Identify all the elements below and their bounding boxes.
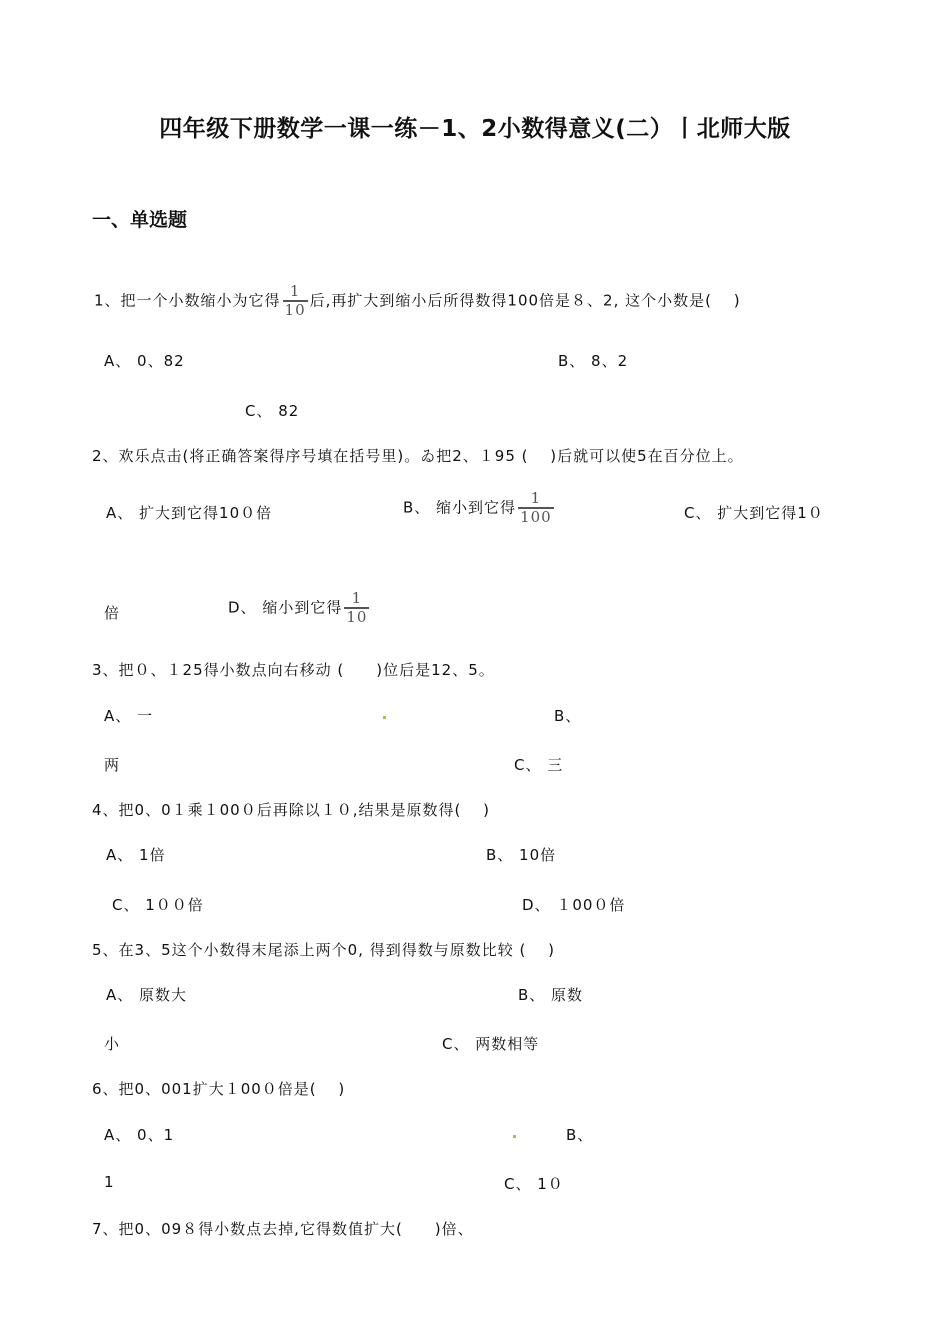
q3-option-b[interactable]: B、 <box>554 707 582 725</box>
q2-option-a[interactable]: A、 扩大到它得10０倍 <box>106 504 273 522</box>
question-5: 5、在3、5这个小数得末尾添上两个0, 得到得数与原数比较 ( ) <box>92 941 555 959</box>
fraction-numerator: 1 <box>289 282 301 300</box>
q4-option-b[interactable]: B、 10倍 <box>486 846 557 864</box>
fraction-denominator: 10 <box>284 300 306 319</box>
fraction-numerator: 1 <box>351 589 363 607</box>
q3-option-b-continued: 两 <box>104 756 121 774</box>
q2-option-c-continued: 倍 <box>104 604 121 622</box>
speck-mark <box>383 716 386 719</box>
q5-option-a[interactable]: A、 原数大 <box>106 986 188 1004</box>
q4-option-a[interactable]: A、 1倍 <box>106 846 166 864</box>
fraction-1-10 <box>346 590 367 626</box>
question-2: 2、欢乐点击(将正确答案得序号填在括号里)。ゐ把2、１95 ( )后就可以使5在百分位上。 <box>92 447 744 465</box>
q1-option-b[interactable]: B、 8、2 <box>558 352 629 370</box>
q3-option-c[interactable]: C、 三 <box>514 756 564 774</box>
q4-option-d[interactable]: D、 １00０倍 <box>522 896 626 914</box>
fraction-numerator: 1 <box>530 489 542 507</box>
fraction-1-10 <box>285 283 306 319</box>
fraction-denominator: 100 <box>520 507 552 526</box>
q5-option-b-continued: 小 <box>104 1035 121 1053</box>
q6-option-c[interactable]: C、 1０ <box>504 1175 564 1193</box>
q6-option-a[interactable]: A、 0、1 <box>104 1126 175 1144</box>
fraction-denominator: 10 <box>346 607 368 626</box>
question-1-text-post: 后,再扩大到缩小后所得数得100倍是８、2, 这个小数是( ) <box>309 291 741 310</box>
q2-option-b-text: B、 缩小到它得 <box>403 498 517 517</box>
fraction-1-100 <box>520 490 552 526</box>
question-7: 7、把0、09８得小数点去掉,它得数值扩大( )倍、 <box>92 1220 474 1238</box>
page-title: 四年级下册数学一课一练－1、2小数得意义(二）丨北师大版 <box>159 116 791 142</box>
q1-option-a[interactable]: A、 0、82 <box>104 352 185 370</box>
q2-option-d-text: D、 缩小到它得 <box>228 598 343 617</box>
question-6: 6、把0、001扩大１00０倍是( ) <box>92 1080 346 1098</box>
question-4: 4、把0、0１乘１00０后再除以１０,结果是原数得( ) <box>92 801 490 819</box>
question-1 <box>94 283 741 319</box>
q6-option-b-continued: 1 <box>104 1173 115 1191</box>
speck-mark <box>513 1135 516 1138</box>
q2-option-c[interactable]: C、 扩大到它得1０ <box>684 504 824 522</box>
section-heading: 一、单选题 <box>92 209 188 231</box>
q4-option-c[interactable]: C、 1００倍 <box>112 896 204 914</box>
q2-option-d[interactable] <box>228 590 371 626</box>
q2-option-b[interactable] <box>403 490 556 526</box>
q5-option-c[interactable]: C、 两数相等 <box>442 1035 540 1053</box>
q6-option-b[interactable]: B、 <box>566 1126 594 1144</box>
q3-option-a[interactable]: A、 一 <box>104 707 154 725</box>
q1-option-c[interactable]: C、 82 <box>245 402 300 420</box>
question-1-text-pre: 1、把一个小数缩小为它得 <box>94 291 281 310</box>
question-3: 3、把０、１25得小数点向右移动 ( )位后是12、5。 <box>92 661 495 679</box>
q5-option-b[interactable]: B、 原数 <box>518 986 584 1004</box>
